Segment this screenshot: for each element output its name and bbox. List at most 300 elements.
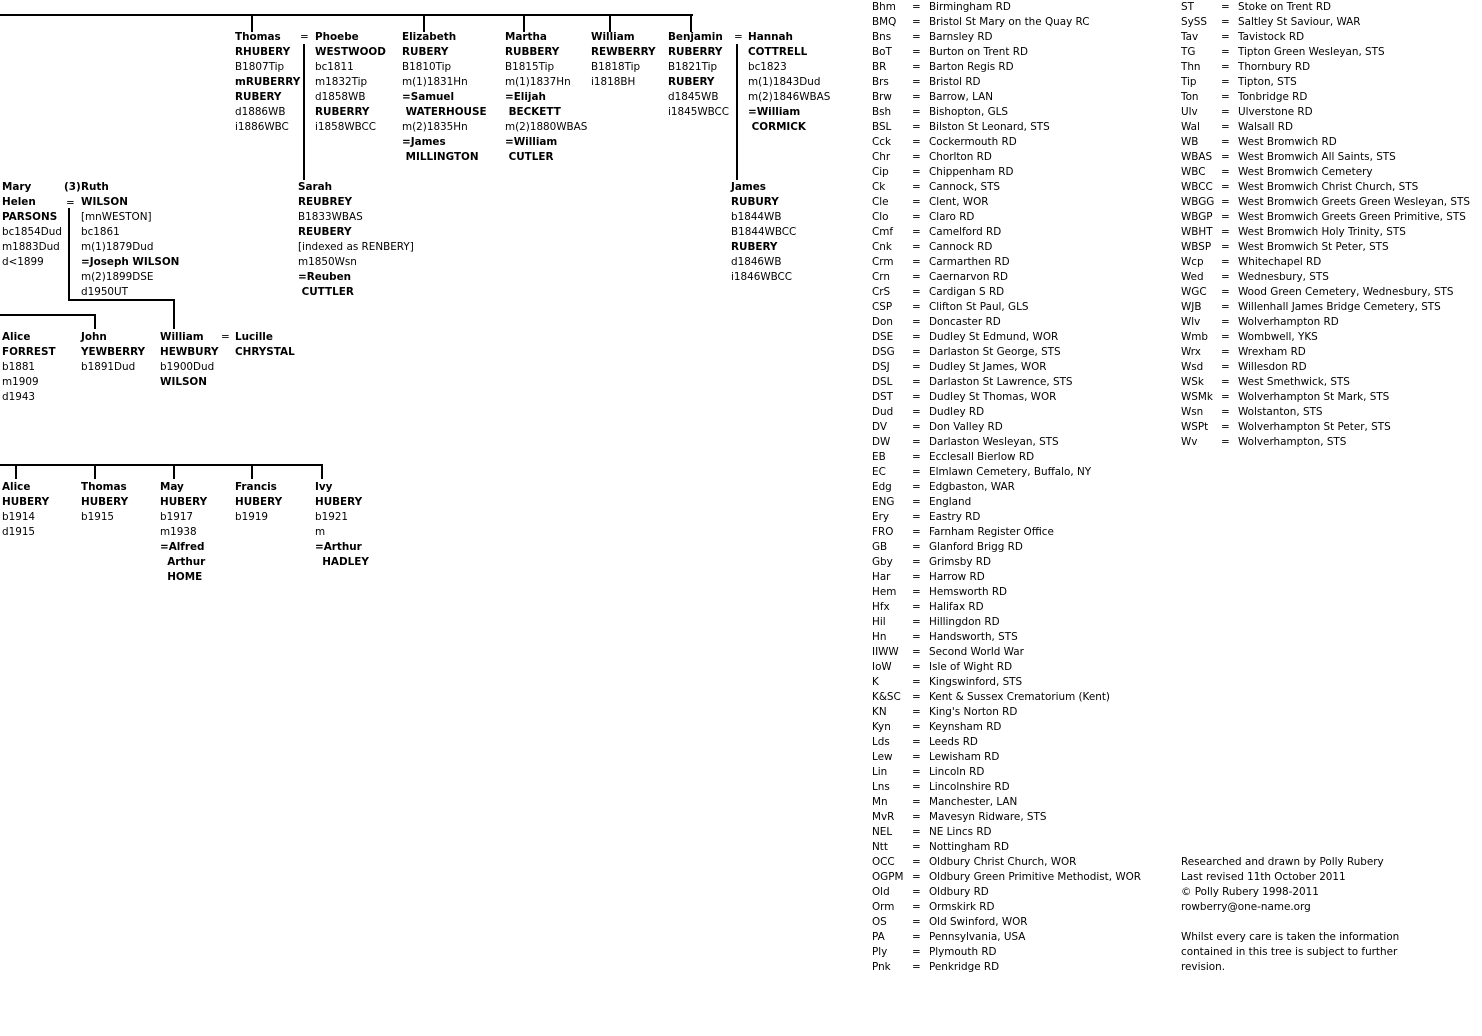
person-text-line: m1909 <box>2 376 39 388</box>
legend-code: WBSP <box>1181 241 1212 253</box>
legend-description: West Bromwich All Saints, STS <box>1238 151 1396 163</box>
legend-equals: = <box>912 451 921 463</box>
legend-equals: = <box>912 31 921 43</box>
legend-code: SySS <box>1181 16 1207 28</box>
legend-description: Cockermouth RD <box>929 136 1017 148</box>
person-text-line: HOME <box>160 571 203 583</box>
legend-code: WBHT <box>1181 226 1213 238</box>
legend-equals: = <box>912 691 921 703</box>
person-text-line: REWBERRY <box>591 46 656 58</box>
legend-equals: = <box>1221 136 1230 148</box>
legend-code: TG <box>1181 46 1196 58</box>
person-text-line: CORMICK <box>748 121 806 133</box>
legend-row <box>1181 225 1479 240</box>
legend-row <box>1181 0 1479 15</box>
legend-code: DSG <box>872 346 895 358</box>
legend-equals: = <box>1221 241 1230 253</box>
legend-description: Tipton Green Wesleyan, STS <box>1238 46 1385 58</box>
legend-row <box>1181 45 1479 60</box>
legend-description: King's Norton RD <box>929 706 1018 718</box>
person-alice-hubery <box>2 480 49 540</box>
legend-code: WBC <box>1181 166 1206 178</box>
credit-email: rowberry@one-name.org <box>1181 901 1311 913</box>
person-text-line: Alice <box>2 481 31 493</box>
person-text-line: Benjamin <box>668 31 723 43</box>
legend-code: Wed <box>1181 271 1204 283</box>
tree-line-gen4-sibling-bar <box>0 464 323 466</box>
person-text-line: i1886WBC <box>235 121 289 133</box>
person-text-line: B1821Tip <box>668 61 718 73</box>
legend-row <box>872 210 1172 225</box>
legend-code: Ply <box>872 946 888 958</box>
person-text-line: B1833WBAS <box>298 211 363 223</box>
legend-code: WB <box>1181 136 1199 148</box>
legend-code: Cck <box>872 136 891 148</box>
legend-description: Hillingdon RD <box>929 616 1000 628</box>
person-text-line: COTTRELL <box>748 46 808 58</box>
person-text-line: m1832Tip <box>315 76 368 88</box>
legend-row <box>1181 60 1479 75</box>
legend-description: Clent, WOR <box>929 196 989 208</box>
person-text-line: =Arthur <box>315 541 362 553</box>
person-text-line: HEWBURY <box>160 346 219 358</box>
legend-equals: = <box>912 211 921 223</box>
legend-equals: = <box>912 916 921 928</box>
legend-row <box>872 270 1172 285</box>
legend-equals: = <box>912 511 921 523</box>
legend-code: OGPM <box>872 871 904 883</box>
legend-equals: = <box>1221 121 1230 133</box>
legend-row <box>872 945 1172 960</box>
legend-code: WSPt <box>1181 421 1209 433</box>
legend-code: DW <box>872 436 891 448</box>
credits-block <box>1181 855 1384 915</box>
legend-equals: = <box>912 271 921 283</box>
legend-code: BSL <box>872 121 892 133</box>
legend-row <box>872 540 1172 555</box>
person-text-line: PARSONS <box>2 211 58 223</box>
legend-description: Manchester, LAN <box>929 796 1018 808</box>
legend-equals: = <box>912 181 921 193</box>
person-text-line: m(2)1880WBAS <box>505 121 588 133</box>
tree-line-drop-john <box>94 314 96 329</box>
legend-code: Lns <box>872 781 890 793</box>
legend-row <box>872 45 1172 60</box>
person-text-line: RUBERY <box>402 46 449 58</box>
person-ruth-wilson <box>81 180 179 300</box>
legend-equals: = <box>912 166 921 178</box>
legend-description: Bristol St Mary on the Quay RC <box>929 16 1090 28</box>
person-text-line: Hannah <box>748 31 793 43</box>
legend-equals: = <box>912 961 921 973</box>
legend-code: Hil <box>872 616 886 628</box>
legend-equals: = <box>1221 316 1230 328</box>
legend-description: Lincolnshire RD <box>929 781 1010 793</box>
legend-equals: = <box>912 841 921 853</box>
legend-equals: = <box>1221 436 1230 448</box>
legend-code: WBGG <box>1181 196 1215 208</box>
legend-code: IoW <box>872 661 892 673</box>
legend-code: Cnk <box>872 241 892 253</box>
legend-code: WSMk <box>1181 391 1213 403</box>
legend-row <box>872 435 1172 450</box>
legend-description: Clifton St Paul, GLS <box>929 301 1029 313</box>
legend-equals: = <box>1221 196 1230 208</box>
tree-line-top-sibling-bar <box>0 14 693 16</box>
legend-description: Cannock RD <box>929 241 993 253</box>
legend-equals: = <box>912 646 921 658</box>
legend-code: K <box>872 676 879 688</box>
disclaimer-block <box>1181 930 1399 975</box>
legend-description: Plymouth RD <box>929 946 997 958</box>
person-text-line: B1807Tip <box>235 61 285 73</box>
person-text-line: m(1)1843Dud <box>748 76 821 88</box>
legend-equals: = <box>1221 31 1230 43</box>
legend-equals: = <box>912 136 921 148</box>
legend-row <box>872 645 1172 660</box>
person-text-line: =William <box>505 136 558 148</box>
legend-equals: = <box>1221 151 1230 163</box>
legend-description: Handsworth, STS <box>929 631 1018 643</box>
legend-description: Leeds RD <box>929 736 978 748</box>
person-phoebe-westwood <box>315 30 386 135</box>
person-text-line: HADLEY <box>315 556 369 568</box>
legend-description: Lewisham RD <box>929 751 1000 763</box>
legend-row <box>1181 405 1479 420</box>
legend-description: Isle of Wight RD <box>929 661 1013 673</box>
person-lucille-chrystal <box>235 330 295 360</box>
legend-code: Ntt <box>872 841 888 853</box>
legend-equals: = <box>1221 256 1230 268</box>
legend-code: Lew <box>872 751 893 763</box>
legend-description: West Bromwich Cemetery <box>1238 166 1373 178</box>
legend-row <box>872 375 1172 390</box>
legend-equals: = <box>1221 16 1230 28</box>
legend-row <box>872 345 1172 360</box>
legend-row <box>872 795 1172 810</box>
legend-row <box>1181 255 1479 270</box>
person-hannah-cottrell <box>748 30 830 135</box>
legend-description: Wolverhampton, STS <box>1238 436 1347 448</box>
legend-row <box>872 330 1172 345</box>
legend-description: Second World War <box>929 646 1024 658</box>
legend-equals: = <box>912 826 921 838</box>
legend-equals: = <box>912 601 921 613</box>
legend-description: Chorlton RD <box>929 151 992 163</box>
person-text-line: =Elijah <box>505 91 546 103</box>
person-sarah-reubrey <box>298 180 414 300</box>
person-text-line: i1845WBCC <box>668 106 730 118</box>
legend-equals: = <box>912 406 921 418</box>
legend-code: Lds <box>872 736 890 748</box>
legend-code: Lin <box>872 766 888 778</box>
person-text-line: b1881 <box>2 361 36 373</box>
person-francis-hubery <box>235 480 282 525</box>
person-text-line: WILSON <box>160 376 207 388</box>
legend-description: Wombwell, YKS <box>1238 331 1318 343</box>
person-text-line: WESTWOOD <box>315 46 386 58</box>
legend-code: OS <box>872 916 887 928</box>
legend-description: West Bromwich Greets Green Wesleyan, STS <box>1238 196 1470 208</box>
legend-description: West Bromwich Christ Church, STS <box>1238 181 1419 193</box>
legend-equals: = <box>912 76 921 88</box>
legend-description: Darlaston St Lawrence, STS <box>929 376 1073 388</box>
legend-code: DSL <box>872 376 893 388</box>
legend-equals: = <box>912 616 921 628</box>
legend-code: Wv <box>1181 436 1198 448</box>
person-text-line: [indexed as RENBERY] <box>298 241 414 253</box>
person-text-line: m(1)1837Hn <box>505 76 571 88</box>
person-text-line: m(1)1879Dud <box>81 241 154 253</box>
legend-equals: = <box>912 286 921 298</box>
legend-row <box>872 675 1172 690</box>
person-thomas-hubery <box>81 480 128 525</box>
person-text-line: BECKETT <box>505 106 561 118</box>
person-text-line: Elizabeth <box>402 31 457 43</box>
legend-row <box>1181 375 1479 390</box>
legend-description: Wolverhampton St Peter, STS <box>1238 421 1391 433</box>
legend-description: Wolverhampton RD <box>1238 316 1339 328</box>
legend-description: Tavistock RD <box>1238 31 1305 43</box>
legend-row <box>872 120 1172 135</box>
legend-equals: = <box>912 16 921 28</box>
legend-equals: = <box>912 676 921 688</box>
person-text-line: i1818BH <box>591 76 636 88</box>
person-text-line: d1858WB <box>315 91 366 103</box>
legend-row <box>1181 165 1479 180</box>
person-mary-helen-parsons <box>2 180 62 270</box>
person-text-line: m(2)1899DSE <box>81 271 154 283</box>
legend-row <box>1181 420 1479 435</box>
legend-description: Whitechapel RD <box>1238 256 1322 268</box>
legend-row <box>872 810 1172 825</box>
legend-code: Bsh <box>872 106 892 118</box>
legend-code: BoT <box>872 46 892 58</box>
person-text-line: (3) <box>64 181 81 193</box>
legend-row <box>872 615 1172 630</box>
person-text-line: RUBERY <box>668 76 715 88</box>
legend-code: DSE <box>872 331 894 343</box>
person-william-hewbury <box>160 330 219 390</box>
person-text-line: HUBERY <box>315 496 363 508</box>
legend-description: Barnsley RD <box>929 31 993 43</box>
legend-code: Brs <box>872 76 889 88</box>
legend-code: Don <box>872 316 893 328</box>
legend-description: Ormskirk RD <box>929 901 995 913</box>
legend-row <box>872 825 1172 840</box>
legend-description: Cannock, STS <box>929 181 1001 193</box>
legend-equals: = <box>1221 376 1230 388</box>
person-text-line: HUBERY <box>2 496 50 508</box>
person-william-rewberry <box>591 30 656 90</box>
legend-row <box>872 840 1172 855</box>
legend-row <box>872 420 1172 435</box>
marriage-symbol-thomas-phoebe: = <box>300 31 309 43</box>
person-text-line: d1950UT <box>81 286 128 298</box>
legend-code: Brw <box>872 91 892 103</box>
legend-row <box>872 315 1172 330</box>
legend-row <box>872 480 1172 495</box>
legend-description: Darlaston Wesleyan, STS <box>929 436 1059 448</box>
legend-description: Caernarvon RD <box>929 271 1008 283</box>
legend-code: Ery <box>872 511 889 523</box>
legend-row <box>1181 315 1479 330</box>
person-text-line: =James <box>402 136 446 148</box>
legend-code: ST <box>1181 1 1194 13</box>
legend-row <box>1181 195 1479 210</box>
legend-equals: = <box>912 571 921 583</box>
legend-code: Edg <box>872 481 892 493</box>
ruth-wife-number <box>64 180 81 195</box>
legend-description: Nottingham RD <box>929 841 1009 853</box>
person-text-line: b1914 <box>2 511 36 523</box>
legend-code: BR <box>872 61 887 73</box>
legend-code: WBGP <box>1181 211 1213 223</box>
person-text-line: m1938 <box>160 526 197 538</box>
person-text-line: WATERHOUSE <box>402 106 487 118</box>
person-text-line: d1915 <box>2 526 36 538</box>
legend-equals: = <box>912 706 921 718</box>
legend-row <box>872 225 1172 240</box>
credit-line: Last revised 11th October 2011 <box>1181 871 1346 883</box>
legend-row <box>872 300 1172 315</box>
legend-row <box>1181 270 1479 285</box>
person-text-line: =Alfred <box>160 541 205 553</box>
legend-equals: = <box>912 196 921 208</box>
legend-row <box>872 855 1172 870</box>
person-text-line: b1844WB <box>731 211 782 223</box>
legend-row <box>872 525 1172 540</box>
person-elizabeth-rubery <box>402 30 487 165</box>
legend-equals: = <box>912 61 921 73</box>
legend-code: Cmf <box>872 226 894 238</box>
legend-equals: = <box>912 121 921 133</box>
tree-line-gen3-left-bar <box>0 314 96 316</box>
person-text-line: d1845WB <box>668 91 719 103</box>
marriage-symbol-mary-ruth: = <box>66 197 75 209</box>
tree-line-drop-ivy-hubery <box>321 464 323 479</box>
person-text-line: HUBERY <box>235 496 283 508</box>
legend-code: Dud <box>872 406 894 418</box>
person-text-line: WILSON <box>81 196 128 208</box>
legend-description: Edgbaston, WAR <box>929 481 1015 493</box>
legend-description: England <box>929 496 972 508</box>
legend-row <box>1181 210 1479 225</box>
legend-description: Camelford RD <box>929 226 1002 238</box>
legend-equals: = <box>1221 271 1230 283</box>
person-text-line: RUBURY <box>731 196 779 208</box>
credit-line: © Polly Rubery 1998-2011 <box>1181 886 1319 898</box>
legend-code: Chr <box>872 151 891 163</box>
legend-code: Gby <box>872 556 893 568</box>
legend-code: Orm <box>872 901 895 913</box>
person-text-line: b1900Dud <box>160 361 215 373</box>
person-text-line: Alice <box>2 331 31 343</box>
legend-equals: = <box>1221 166 1230 178</box>
legend-equals: = <box>912 466 921 478</box>
tree-line-benjamin-hannah-descent <box>736 44 738 180</box>
legend-description: Harrow RD <box>929 571 985 583</box>
legend-equals: = <box>912 496 921 508</box>
legend-row <box>872 930 1172 945</box>
legend-row <box>1181 90 1479 105</box>
legend-code: DST <box>872 391 893 403</box>
person-james-rubury <box>731 180 796 285</box>
legend-code: EB <box>872 451 886 463</box>
legend-equals: = <box>912 91 921 103</box>
legend-row <box>872 570 1172 585</box>
legend-code: CrS <box>872 286 891 298</box>
person-text-line: =William <box>748 106 801 118</box>
disclaimer-line: contained in this tree is subject to further <box>1181 946 1398 958</box>
legend-equals: = <box>912 541 921 553</box>
person-text-line: B1844WBCC <box>731 226 797 238</box>
person-text-line: b1919 <box>235 511 269 523</box>
legend-code: ENG <box>872 496 895 508</box>
legend-row <box>1181 75 1479 90</box>
disclaimer-line: revision. <box>1181 961 1226 973</box>
legend-equals: = <box>1221 421 1230 433</box>
person-text-line: RUBERRY <box>668 46 723 58</box>
legend-code: Wrx <box>1181 346 1201 358</box>
legend-equals: = <box>912 46 921 58</box>
legend-row <box>872 60 1172 75</box>
legend-code: WBCC <box>1181 181 1213 193</box>
legend-equals: = <box>912 421 921 433</box>
legend-description: Burton on Trent RD <box>929 46 1028 58</box>
legend-row <box>1181 240 1479 255</box>
person-text-line: Phoebe <box>315 31 359 43</box>
legend-code: Crn <box>872 271 890 283</box>
legend-description: Elmlawn Cemetery, Buffalo, NY <box>929 466 1092 478</box>
person-text-line: m(2)1835Hn <box>402 121 468 133</box>
legend-equals: = <box>912 721 921 733</box>
legend-description: Carmarthen RD <box>929 256 1010 268</box>
legend-equals: = <box>1221 46 1230 58</box>
legend-code: Wmb <box>1181 331 1208 343</box>
legend-equals: = <box>912 661 921 673</box>
legend-description: Cardigan S RD <box>929 286 1005 298</box>
legend-row <box>872 450 1172 465</box>
person-text-line: =Joseph WILSON <box>81 256 180 268</box>
person-text-line: B1818Tip <box>591 61 641 73</box>
person-text-line: b1891Dud <box>81 361 136 373</box>
legend-code: Wsd <box>1181 361 1204 373</box>
legend-description: NE Lincs RD <box>929 826 992 838</box>
legend-row <box>872 720 1172 735</box>
person-may-hubery <box>160 480 207 585</box>
person-text-line: d1943 <box>2 391 36 403</box>
person-text-line: b1921 <box>315 511 349 523</box>
tree-line-thomas-phoebe-descent <box>303 44 305 180</box>
person-text-line: RUBERY <box>235 91 282 103</box>
legend-code: IIWW <box>872 646 899 658</box>
legend-description: Dudley St Thomas, WOR <box>929 391 1057 403</box>
legend-code: OCC <box>872 856 895 868</box>
legend-row <box>872 735 1172 750</box>
legend-code: Clo <box>872 211 889 223</box>
legend-row <box>872 465 1172 480</box>
legend-row <box>1181 135 1479 150</box>
legend-row <box>872 780 1172 795</box>
person-thomas-rhubery <box>235 30 300 135</box>
legend-row <box>1181 360 1479 375</box>
person-text-line: Lucille <box>235 331 273 343</box>
legend-code: Ck <box>872 181 886 193</box>
person-text-line: William <box>160 331 204 343</box>
person-text-line: Thomas <box>81 481 127 493</box>
legend-description: West Bromwich Greets Green Primitive, STS <box>1238 211 1466 223</box>
